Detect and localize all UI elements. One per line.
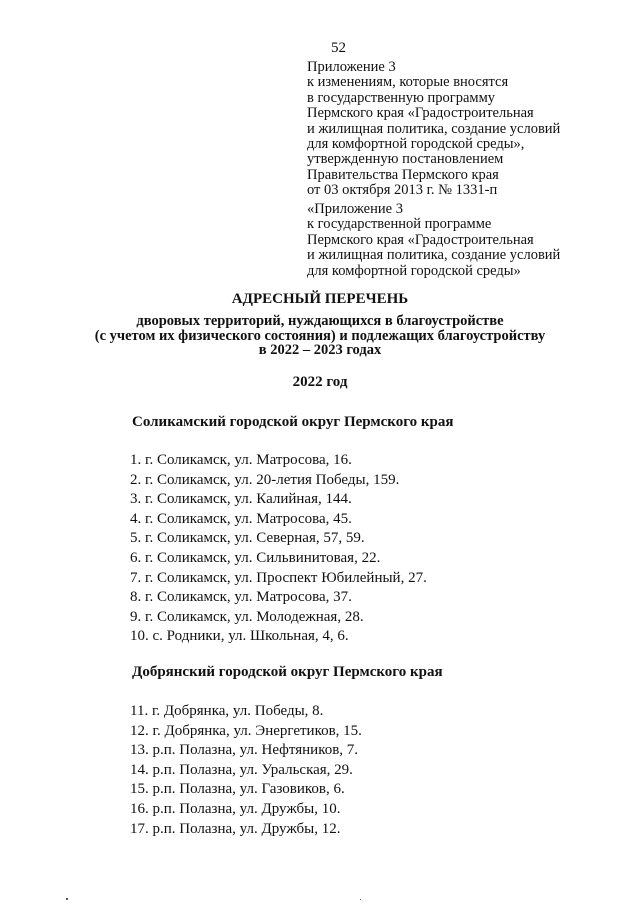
list-item: 2. г. Соликамск, ул. 20-летия Победы, 159. — [130, 471, 400, 488]
title-subtitle — [0, 314, 640, 358]
amendment-header-line: утвержденную постановлением — [307, 151, 504, 168]
list-item: 8. г. Соликамск, ул. Матросова, 37. — [130, 589, 352, 606]
list-item: 14. р.п. Полазна, ул. Уральская, 29. — [130, 761, 353, 778]
list-item: 15. р.п. Полазна, ул. Газовиков, 6. — [130, 781, 345, 798]
list-item: 3. г. Соликамск, ул. Калийная, 144. — [130, 491, 352, 508]
program-appendix-line: и жилищная политика, создание условий — [307, 247, 561, 264]
page-number: 52 — [331, 40, 346, 56]
list-item: 6. г. Соликамск, ул. Сильвинитовая, 22. — [130, 549, 381, 566]
subtitle-line: дворовых территорий, нуждающихся в благоустройстве — [136, 313, 504, 329]
amendment-header-line: Правительства Пермского края — [307, 166, 499, 183]
subtitle-line: (с учетом их физического состояния) и подлежащих благоустройству — [94, 327, 546, 344]
list-item: 1. г. Соликамск, ул. Матросова, 16. — [130, 452, 352, 468]
program-appendix-line: «Приложение 3 — [307, 201, 403, 217]
amendment-header — [307, 60, 560, 199]
list-item: 4. г. Соликамск, ул. Матросова, 45. — [130, 510, 352, 527]
program-appendix-line: для комфортной городской среды» — [307, 262, 521, 279]
title-main: АДРЕСНЫЙ ПЕРЕЧЕНЬ — [231, 291, 409, 307]
list-item: 16. р.п. Полазна, ул. Дружбы, 10. — [130, 800, 341, 817]
scan-speck — [360, 899, 361, 900]
list-item: 5. г. Соликамск, ул. Северная, 57, 59. — [130, 530, 365, 547]
amendment-header-line: от 03 октября 2013 г. № 1331-п — [307, 182, 498, 199]
program-appendix-header — [307, 202, 560, 279]
list-item: 13. р.п. Полазна, ул. Нефтяников, 7. — [130, 742, 359, 759]
list-item: 7. г. Соликамск, ул. Проспект Юбилейный, 27. — [130, 569, 427, 586]
list-item: 10. с. Родники, ул. Школьная, 4, 6. — [130, 628, 349, 645]
address-list-dobryanka — [130, 702, 362, 839]
subtitle-line: в 2022 – 2023 годах — [258, 342, 382, 358]
amendment-header-line: в государственную программу — [307, 89, 496, 106]
program-appendix-line: к государственной программе — [307, 216, 492, 233]
section-heading-solikamsk: Соликамский городской округ Пермского края — [132, 414, 454, 430]
scan-speck — [66, 898, 68, 900]
amendment-header-line: Приложение 3 — [307, 59, 396, 75]
list-item: 11. г. Добрянка, ул. Победы, 8. — [130, 703, 324, 719]
list-item: 9. г. Соликамск, ул. Молодежная, 28. — [130, 608, 364, 625]
amendment-header-line: для комфортной городской среды», — [307, 136, 525, 153]
amendment-header-line: Пермского края «Градостроительная — [307, 105, 534, 122]
year-heading: 2022 год — [292, 374, 348, 390]
section-heading-dobryanka: Добрянский городской округ Пермского края — [132, 664, 443, 680]
program-appendix-line: Пермского края «Градостроительная — [307, 231, 534, 248]
amendment-header-line: к изменениям, которые вносятся — [307, 74, 509, 91]
address-list-solikamsk — [130, 451, 427, 647]
list-item: 17. р.п. Полазна, ул. Дружбы, 12. — [130, 820, 341, 837]
list-item: 12. г. Добрянка, ул. Энергетиков, 15. — [130, 722, 362, 739]
amendment-header-line: и жилищная политика, создание условий — [307, 120, 561, 137]
